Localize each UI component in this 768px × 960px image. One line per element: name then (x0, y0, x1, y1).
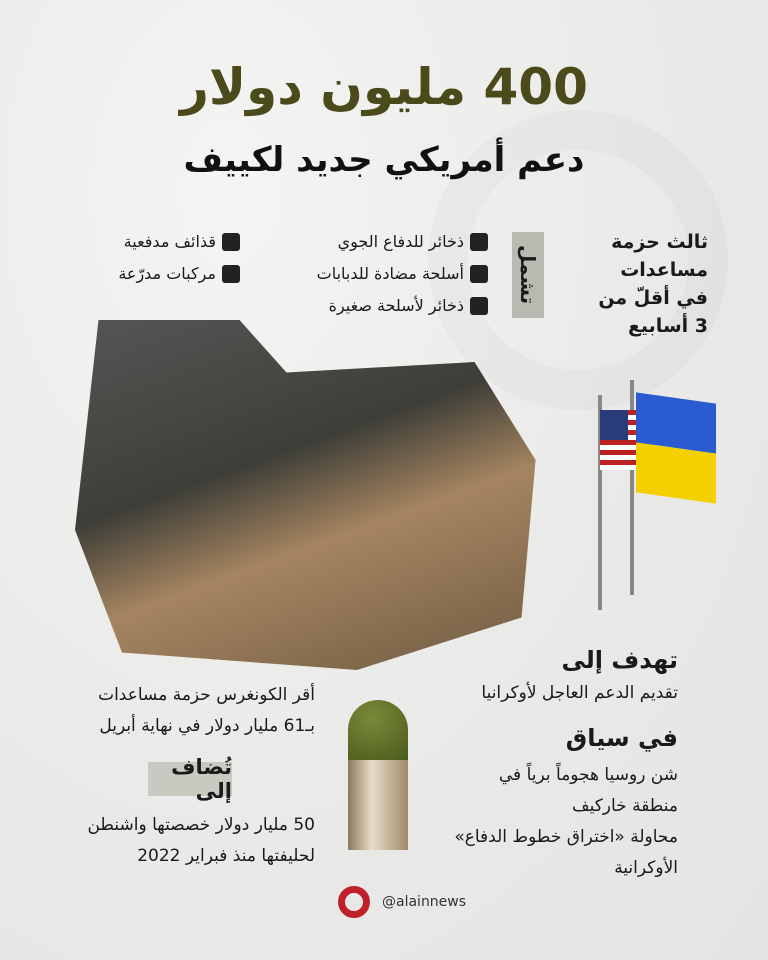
artillery-shells-icon (222, 233, 240, 251)
includes-list-left (118, 226, 240, 290)
armored-vehicle-icon (222, 265, 240, 283)
added-text: 50 مليار دولار خصصتها واشنطن لحليفتها منذ فبراير 2022 (87, 815, 315, 866)
bullet-image (348, 700, 408, 850)
ammunition-pallet-photo (75, 320, 545, 670)
social-handle: @alainnews (382, 894, 467, 910)
list-item: ذخائر للدفاع الجوي (317, 226, 488, 258)
intro-text: ثالث حزمة مساعدات في أقلّ من 3 أسابيع (598, 231, 708, 337)
context-text: شن روسيا هجوماً برياً في منطقة خاركيف محاولة «اختراق خطوط الدفاع» الأوكرانية (454, 765, 678, 878)
congress-text: أقر الكونغرس حزمة مساعدات بـ61 مليار دولار في نهاية أبريل (98, 685, 315, 736)
includes-tag: تشمل (512, 232, 544, 318)
goal-heading: تهدف إلى (561, 646, 678, 674)
small-arms-ammo-icon (470, 297, 488, 315)
list-item: ذخائر لأسلحة صغيرة (317, 290, 488, 322)
includes-list-right (317, 226, 488, 322)
context-heading: في سياق (565, 724, 678, 752)
added-badge: تُضاف إلى (148, 762, 232, 796)
ukraine-flag (636, 392, 716, 503)
anti-tank-icon (470, 265, 488, 283)
air-defense-ammo-icon (470, 233, 488, 251)
footer (338, 886, 466, 918)
headline: 400 مليون دولار (180, 58, 588, 116)
list-item: مركبات مدرّعة (118, 258, 240, 290)
list-item: قذائف مدفعية (118, 226, 240, 258)
list-item: أسلحة مضادة للدبابات (317, 258, 488, 290)
subheadline: دعم أمريكي جديد لكييف (183, 140, 585, 180)
alain-logo-icon (338, 886, 370, 918)
goal-text: تقديم الدعم العاجل لأوكرانيا (481, 683, 678, 703)
